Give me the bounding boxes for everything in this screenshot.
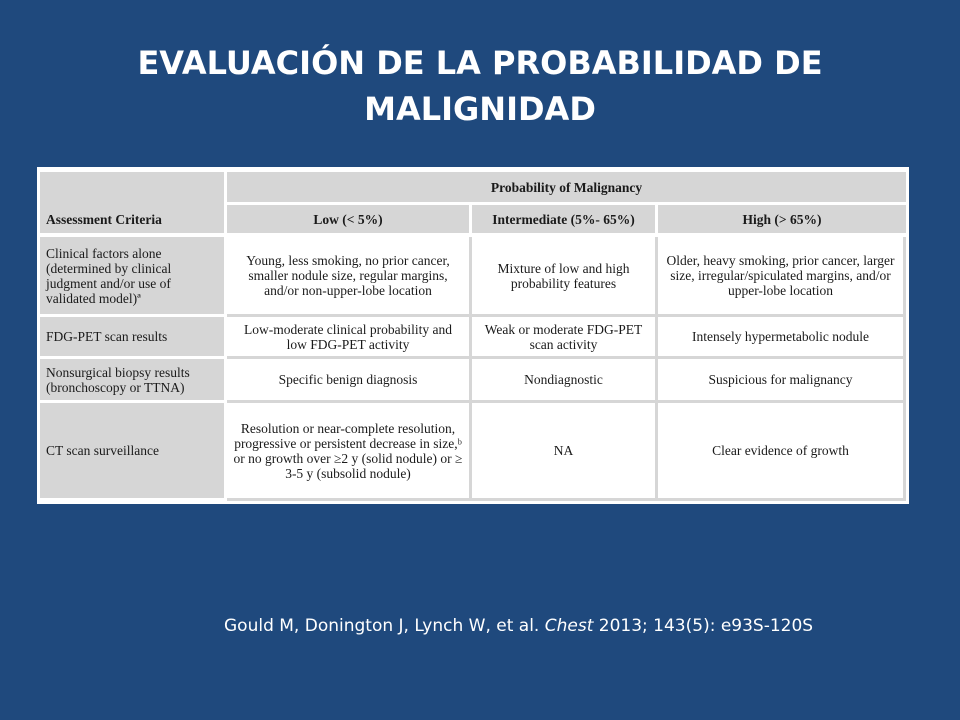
criteria-header: Assessment Criteria bbox=[40, 172, 227, 233]
intermediate-cell: Nondiagnostic bbox=[472, 359, 658, 403]
column-header-intermediate: Intermediate (5%- 65%) bbox=[472, 205, 658, 233]
citation-authors: Gould M, Donington J, Lynch W, et al. bbox=[224, 616, 540, 636]
table-row bbox=[40, 237, 906, 317]
table-row bbox=[40, 317, 906, 359]
table-row bbox=[40, 359, 906, 403]
criterion-cell: Clinical factors alone (determined by clinical judgment and/or use of validated model)ª bbox=[40, 237, 227, 317]
malignancy-table-figure bbox=[37, 167, 909, 504]
low-cell: Low-moderate clinical probability and low FDG-PET activity bbox=[227, 317, 472, 359]
malignancy-table bbox=[40, 172, 906, 501]
criterion-cell: FDG-PET scan results bbox=[40, 317, 227, 359]
citation-details: 2013; 143(5): e93S-120S bbox=[598, 616, 814, 636]
slide-title: EVALUACIÓN DE LA PROBABILIDAD DE MALIGNIDAD bbox=[137, 44, 823, 128]
intermediate-cell: NA bbox=[472, 403, 658, 501]
citation-journal: Chest bbox=[544, 616, 594, 636]
low-cell: Specific benign diagnosis bbox=[227, 359, 472, 403]
criterion-cell: Nonsurgical biopsy results (bronchoscopy or TTNA) bbox=[40, 359, 227, 403]
low-cell: Young, less smoking, no prior cancer, smaller nodule size, regular margins, and/or non-upper-lobe location bbox=[227, 237, 472, 317]
column-header-high: High (> 65%) bbox=[658, 205, 906, 233]
high-cell: Older, heavy smoking, prior cancer, larger size, irregular/spiculated margins, and/or upper-lobe location bbox=[658, 237, 906, 317]
high-cell: Clear evidence of growth bbox=[658, 403, 906, 501]
probability-group-header: Probability of Malignancy bbox=[227, 172, 906, 205]
intermediate-cell: Weak or moderate FDG-PET scan activity bbox=[472, 317, 658, 359]
table-row bbox=[40, 403, 906, 501]
column-header-low: Low (< 5%) bbox=[227, 205, 472, 233]
low-cell: Resolution or near-complete resolution, progressive or persistent decrease in size,ᵇ or no growth over ≥2 y (solid nodule) or ≥ 3-5 y (subsolid nodule) bbox=[227, 403, 472, 501]
high-cell: Intensely hypermetabolic nodule bbox=[658, 317, 906, 359]
criterion-cell: CT scan surveillance bbox=[40, 403, 227, 501]
citation bbox=[224, 616, 924, 636]
high-cell: Suspicious for malignancy bbox=[658, 359, 906, 403]
intermediate-cell: Mixture of low and high probability features bbox=[472, 237, 658, 317]
